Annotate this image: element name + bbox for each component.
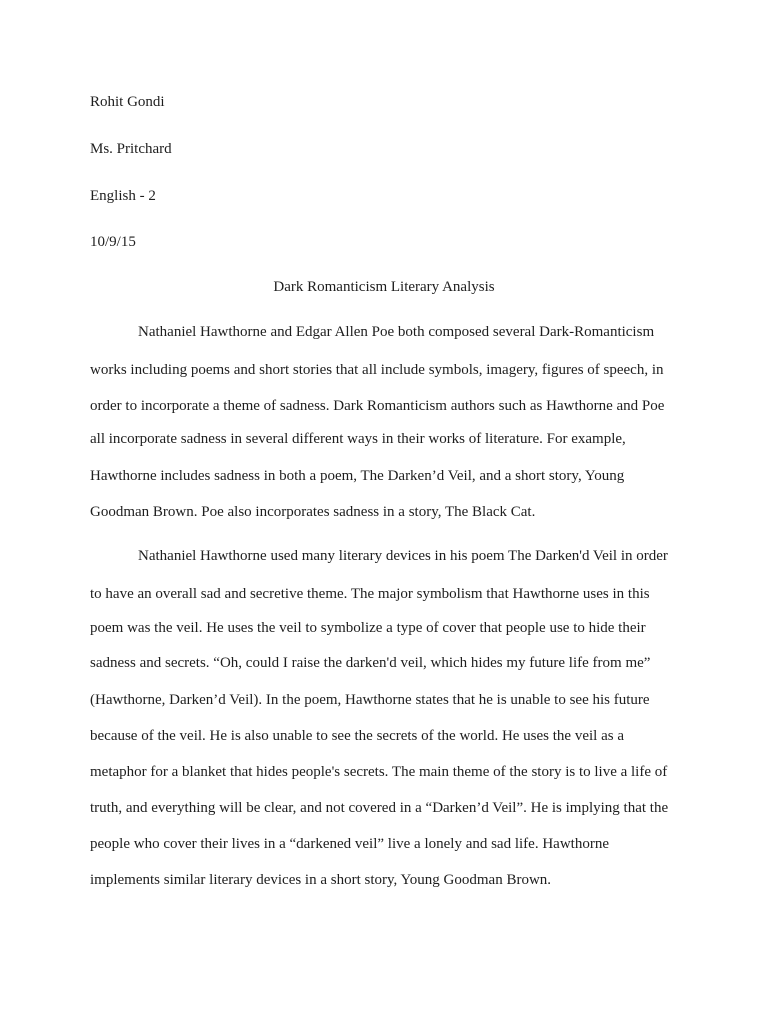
paragraph-line: to have an overall sad and secretive theme. The major symbolism that Hawthorne uses in this (90, 586, 650, 602)
paragraph-line: poem was the veil. He uses the veil to symbolize a type of cover that people use to hide their (90, 620, 646, 636)
teacher-name: Ms. Pritchard (90, 141, 172, 157)
paragraph-line: Goodman Brown. Poe also incorporates sadness in a story, The Black Cat. (90, 504, 536, 520)
paragraph-line: metaphor for a blanket that hides people's secrets. The main theme of the story is to live a life of (90, 764, 668, 780)
paragraph-line: because of the veil. He is also unable to see the secrets of the world. He uses the veil as a (90, 728, 624, 744)
paragraph-line: all incorporate sadness in several different ways in their works of literature. For example, (90, 431, 626, 447)
paragraph-line: works including poems and short stories that all include symbols, imagery, figures of speech, in (90, 362, 664, 378)
paragraph-line: Nathaniel Hawthorne and Edgar Allen Poe both composed several Dark-Romanticism (138, 324, 655, 340)
paragraph-line: truth, and everything will be clear, and not covered in a “Darken’d Veil”. He is implying that the (90, 800, 669, 816)
course-name: English - 2 (90, 188, 156, 204)
paragraph-line: implements similar literary devices in a short story, Young Goodman Brown. (90, 872, 552, 888)
essay-title: Dark Romanticism Literary Analysis (273, 279, 495, 295)
paragraph-line: order to incorporate a theme of sadness. Dark Romanticism authors such as Hawthorne and Poe (90, 398, 665, 414)
date: 10/9/15 (90, 234, 136, 250)
paragraph-line: Hawthorne includes sadness in both a poem, The Darken’d Veil, and a short story, Young (90, 468, 625, 484)
student-name: Rohit Gondi (90, 94, 165, 110)
paragraph-line: (Hawthorne, Darken’d Veil). In the poem, Hawthorne states that he is unable to see his future (90, 692, 650, 708)
paragraph-line: sadness and secrets. “Oh, could I raise the darken'd veil, which hides my future life from me” (90, 655, 651, 671)
paragraph-line: Nathaniel Hawthorne used many literary devices in his poem The Darken'd Veil in order (138, 548, 668, 564)
paragraph-line: people who cover their lives in a “darkened veil” live a lonely and sad life. Hawthorne (90, 836, 609, 852)
